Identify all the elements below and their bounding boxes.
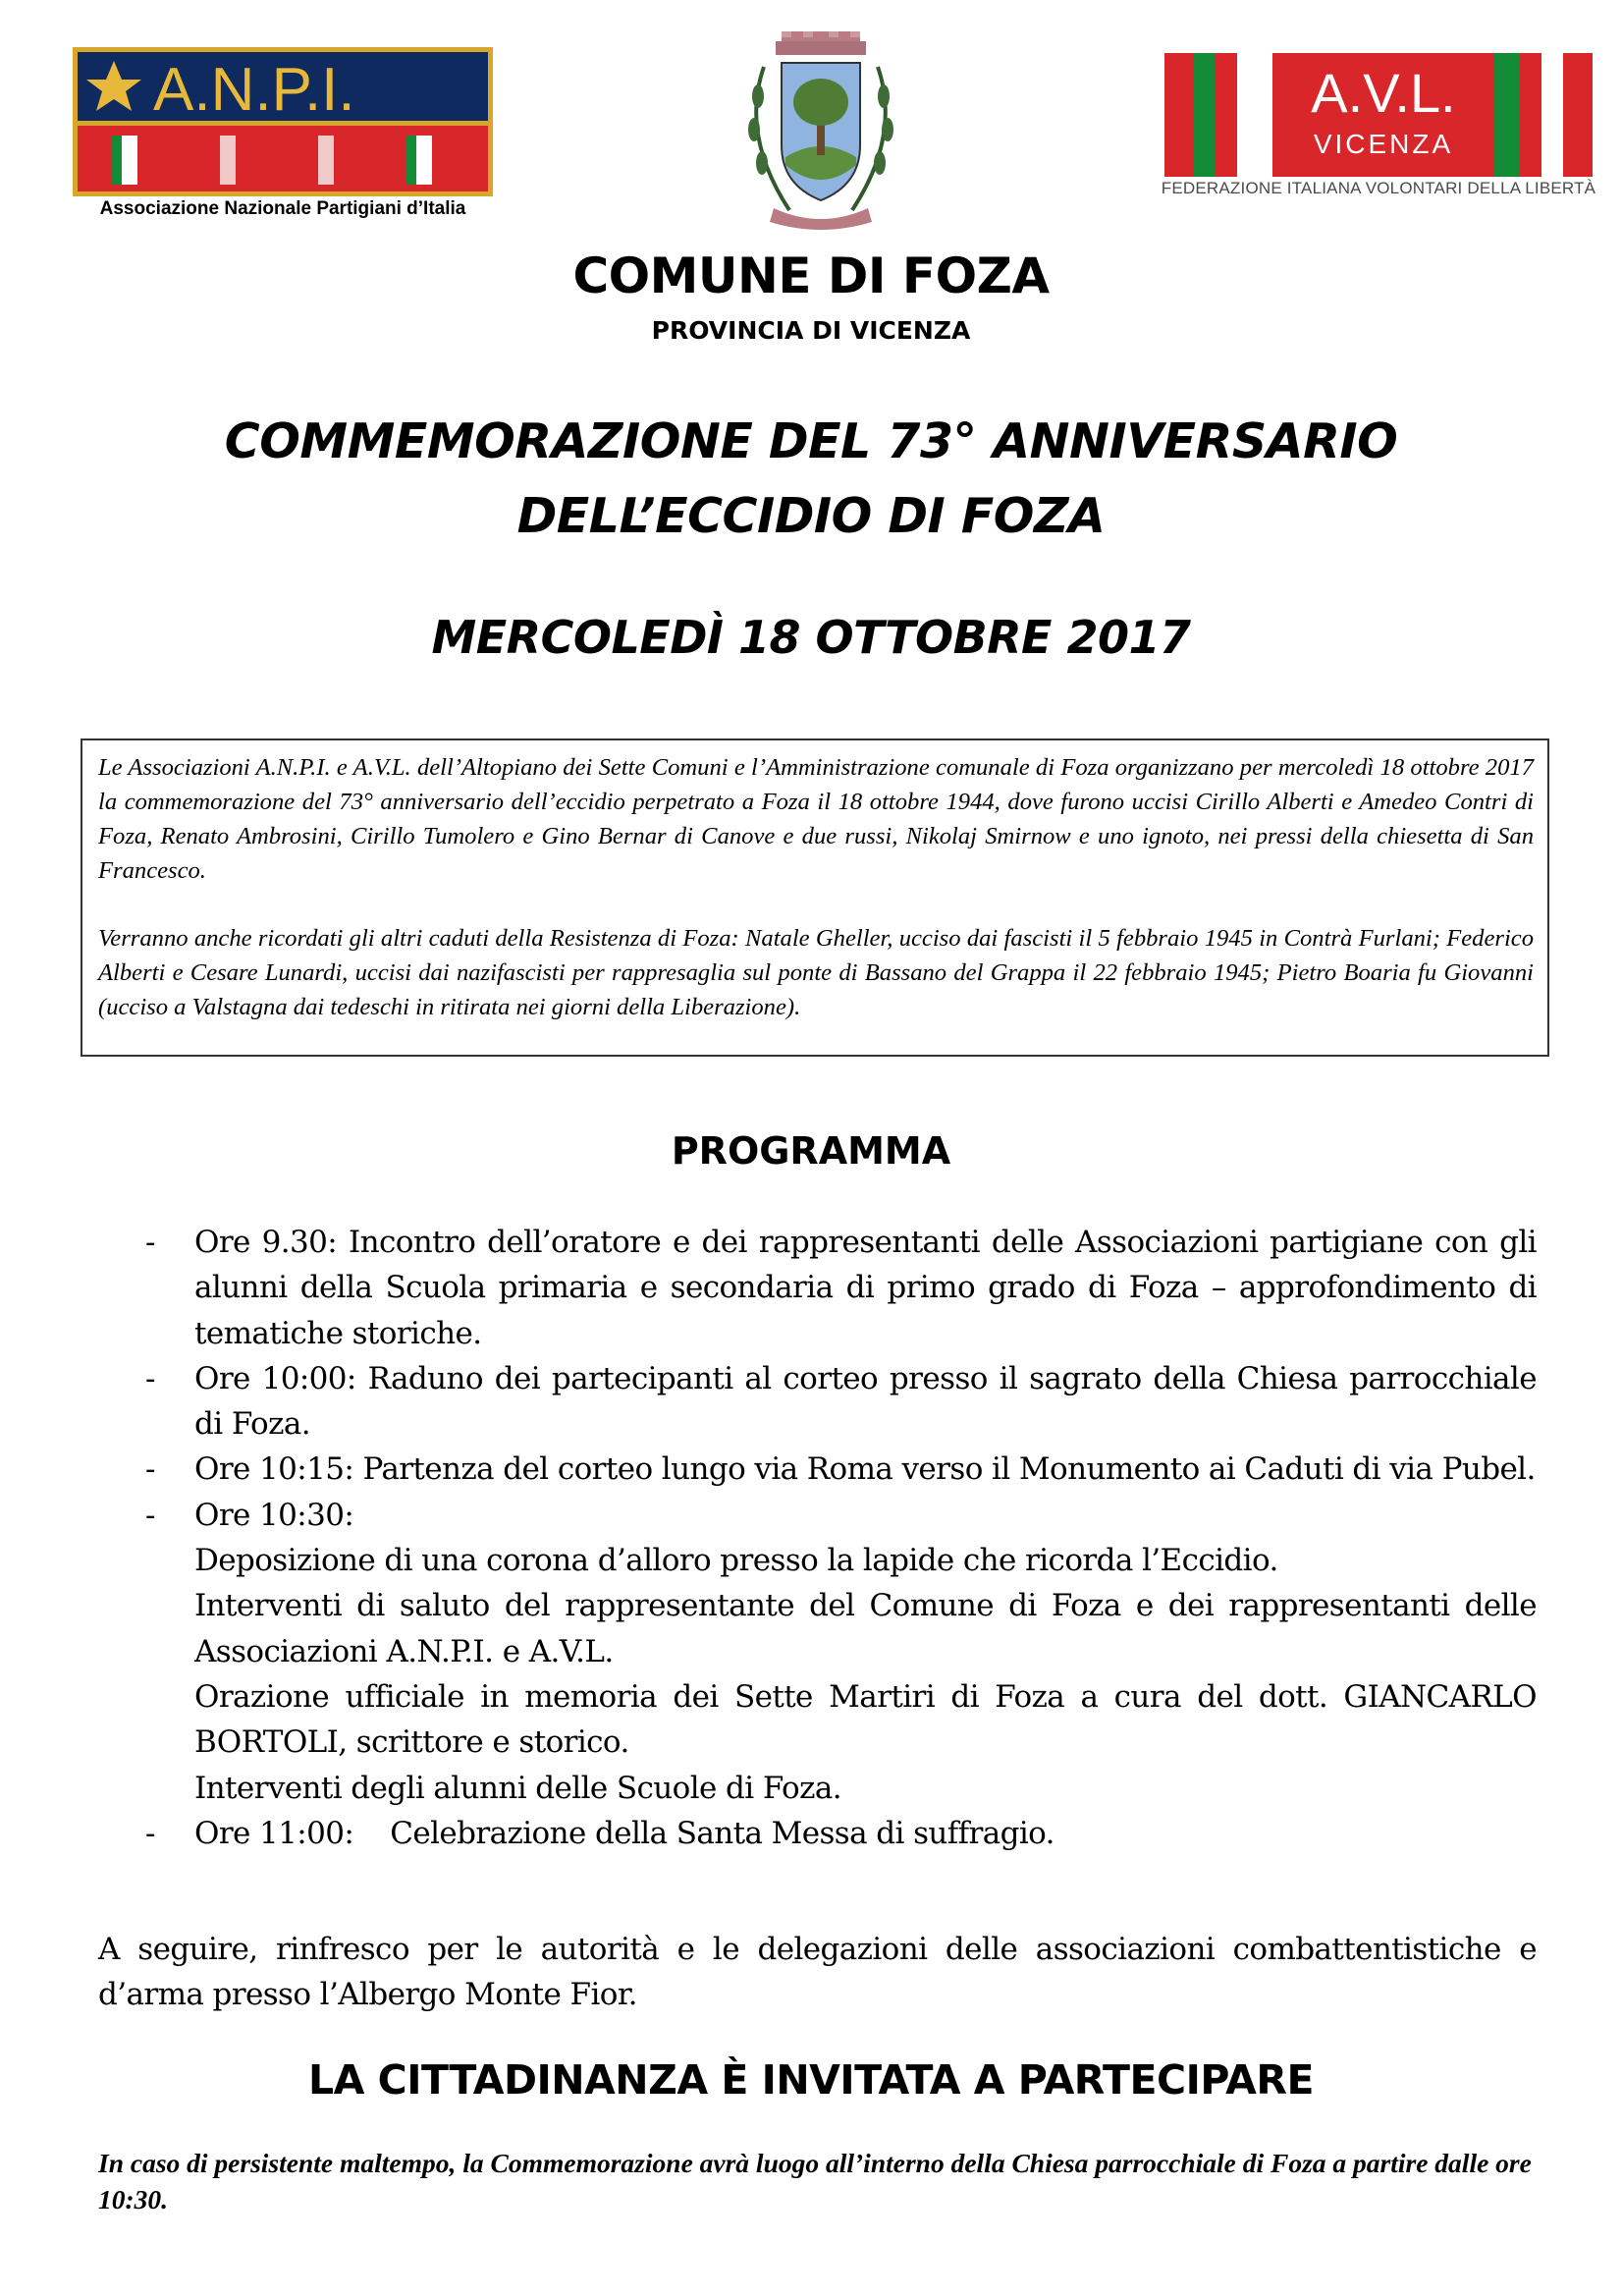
provincia-subtitle: PROVINCIA DI VICENZA — [651, 316, 971, 345]
programma-item — [98, 1220, 1537, 1356]
commemoration-title-line1: COMMEMORAZIONE DEL 73° ANNIVERSARIO — [224, 413, 1398, 469]
programma-item — [98, 1493, 1537, 1811]
commemoration-title — [0, 405, 1622, 554]
anpi-logo — [73, 47, 493, 196]
programma-item-text: Interventi di saluto del rappresentante del Comune di Foza e dei rappresentanti delle Associazioni A.N.P.I. e A.V.L. — [194, 1588, 1537, 1669]
programma-item — [98, 1447, 1537, 1492]
weather-note: In caso di persistente maltempo, la Commemorazione avrà luogo all’interno della Chiesa parrocchiale di Foza a partire dalle ore 10:30. — [98, 2148, 1532, 2214]
list-dash: - — [145, 1360, 155, 1396]
programma-item-text: Ore 11:00: Celebrazione della Santa Messa di suffragio. — [194, 1815, 1054, 1851]
programma-list — [98, 1220, 1537, 1856]
programma-heading: PROGRAMMA — [671, 1129, 951, 1173]
event-date: MERCOLEDÌ 18 OTTOBRE 2017 — [431, 611, 1191, 664]
anpi-logo-text: A.N.P.I. — [153, 56, 355, 124]
programma-item-text: Ore 10:15: Partenza del corteo lungo via Roma verso il Monumento ai Caduti di via Pubel. — [194, 1451, 1536, 1488]
programma-item — [98, 1811, 1537, 1856]
comune-title: COMUNE DI FOZA — [572, 247, 1050, 304]
list-dash: - — [145, 1225, 155, 1260]
commemoration-title-line2: DELL’ECCIDIO DI FOZA — [516, 488, 1106, 544]
intro-box — [81, 738, 1549, 1057]
programma-after-text: A seguire, rinfresco per le autorità e le delegazioni delle associazioni combattentistiche e d’arma presso l’Albergo Monte Fior. — [98, 1932, 1537, 2013]
invitation-heading: LA CITTADINANZA È INVITATA A PARTECIPARE — [308, 2056, 1314, 2104]
programma-item-text: Ore 10:30: — [194, 1497, 354, 1533]
programma-item — [98, 1356, 1537, 1448]
avl-caption: FEDERAZIONE ITALIANA VOLONTARI DELLA LIBERTÀ — [1161, 179, 1596, 197]
list-dash: - — [145, 1451, 155, 1488]
avl-logo-text: A.V.L. — [1311, 62, 1456, 124]
avl-flag-icon — [1164, 53, 1593, 177]
programma-item-text: Deposizione di una corona d’alloro presso la lapide che ricorda l’Eccidio. — [194, 1543, 1278, 1579]
intro-paragraph-1: Le Associazioni A.N.P.I. e A.V.L. dell’Altopiano dei Sette Comuni e l’Amministrazione comunale di Foza organizzano per mercoledì 18 ottobre 2017 la commemorazione del 73° anniversario dell’eccidio perpetrato a Foza il 18 ottobre 1944, dove furono uccisi Cirillo Alberti e Amedeo Contri di Foza, Renato Ambrosini, Cirillo Tumolero e Gino Bernar di Canove e due russi, Nikolaj Smirnow e uno ignoto, nei pressi della chiesetta di San Francesco. — [98, 754, 1534, 884]
list-dash: - — [145, 1497, 155, 1533]
anpi-caption: Associazione Nazionale Partigiani d’Italia — [99, 198, 466, 219]
list-dash: - — [145, 1815, 155, 1851]
intro-paragraph-2: Verranno anche ricordati gli altri caduti della Resistenza di Foza: Natale Gheller, ucciso dai fascisti il 5 febbraio 1945 in Contrà Furlani; Federico Alberti e Cesare Lunardi, uccisi dai nazifascisti per rappresaglia sul ponte di Bassano del Grappa il 22 febbraio 1945; Pietro Boaria fu Giovanni (ucciso a Valstagna dai tedeschi in ritirata nei giorni della Liberazione). — [98, 925, 1534, 1020]
town-crest-icon — [734, 27, 907, 234]
programma-item-text: Orazione ufficiale in memoria dei Sette Martiri di Foza a cura del dott. GIANCARLO BORTOLI, scrittore e storico. — [194, 1678, 1537, 1761]
programma-item-text: Ore 9.30: Incontro dell’oratore e dei rappresentanti delle Associazioni partigiane con gli alunni della Scuola primaria e secondaria di primo grado di Foza – approfondimento di tematiche storiche. — [194, 1225, 1537, 1351]
programma-item-text: Interventi degli alunni delle Scuole di Foza. — [194, 1770, 841, 1806]
programma-item-text: Ore 10:00: Raduno dei partecipanti al corteo presso il sagrato della Chiesa parrocchiale di Foza. — [194, 1360, 1537, 1443]
avl-logo-sub: VICENZA — [1313, 129, 1454, 159]
